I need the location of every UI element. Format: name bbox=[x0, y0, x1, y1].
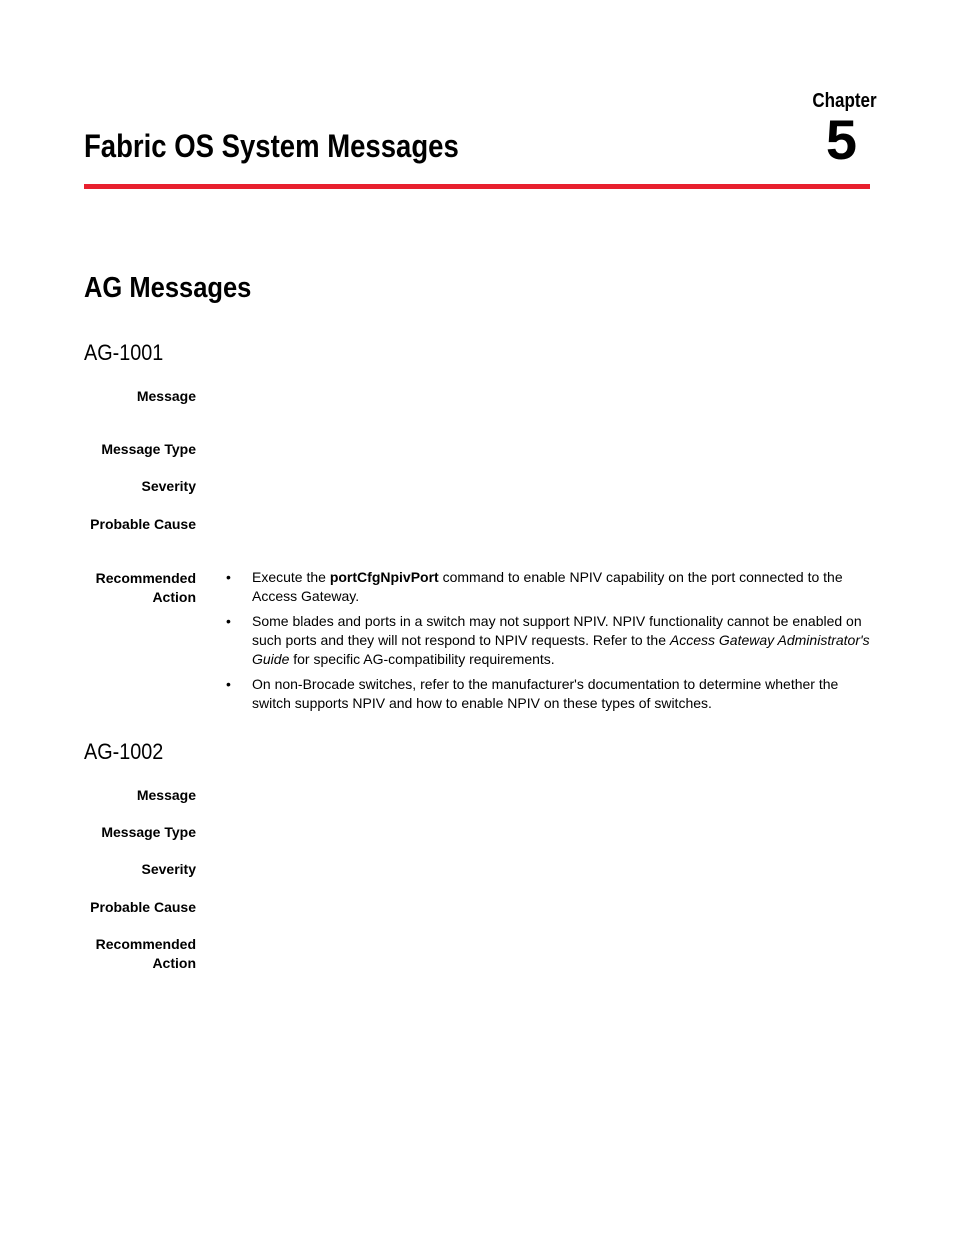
label-recommended-action bbox=[36, 569, 196, 607]
action-text-post: for specific AG-compatibility requirements. bbox=[289, 651, 555, 667]
book-title: Access Gateway Administrator's Guide bbox=[252, 632, 870, 667]
list-item bbox=[226, 568, 876, 606]
chapter-number: 5 bbox=[825, 108, 857, 171]
label-probable-cause: Probable Cause bbox=[90, 899, 196, 915]
chapter-title: Fabric OS System Messages bbox=[84, 128, 459, 164]
chapter-label: Chapter bbox=[812, 90, 877, 112]
bullet-icon: • bbox=[226, 613, 231, 629]
label-severity: Severity bbox=[141, 478, 196, 494]
label-recommended: Recommended bbox=[95, 570, 196, 586]
message-heading-ag-1001: AG-1001 bbox=[84, 340, 164, 365]
list-item bbox=[226, 675, 876, 713]
label-probable-cause: Probable Cause bbox=[90, 516, 196, 532]
label-message-type: Message Type bbox=[101, 441, 196, 457]
list-item bbox=[226, 612, 876, 669]
label-recommended-action bbox=[36, 935, 196, 973]
label-action: Action bbox=[152, 589, 196, 605]
label-message: Message bbox=[136, 787, 196, 803]
label-recommended: Recommended bbox=[95, 936, 196, 952]
action-text: On non-Brocade switches, refer to the manufacturer's documentation to determine whether the switch supports NPIV and how to enable NPIV on these types of switches. bbox=[252, 676, 839, 711]
action-text-post: command to enable NPIV capability on the port connected to the Access Gateway. bbox=[252, 569, 843, 604]
action-text-pre: Execute the bbox=[252, 569, 330, 585]
section-title: AG Messages bbox=[84, 272, 252, 304]
action-text-pre: Some blades and ports in a switch may not support NPIV. NPIV functionality cannot be enabled on such ports and they will not respond to NPIV requests. Refer to the bbox=[252, 613, 862, 648]
title-rule bbox=[84, 184, 870, 189]
bullet-icon: • bbox=[226, 676, 231, 692]
message-heading-ag-1002: AG-1002 bbox=[84, 739, 164, 764]
label-message: Message bbox=[136, 388, 196, 404]
label-message-type: Message Type bbox=[101, 824, 196, 840]
bullet-icon: • bbox=[226, 569, 231, 585]
recommended-action-list bbox=[226, 568, 876, 719]
label-severity: Severity bbox=[141, 861, 196, 877]
command-name: portCfgNpivPort bbox=[329, 569, 439, 585]
label-action: Action bbox=[152, 955, 196, 971]
